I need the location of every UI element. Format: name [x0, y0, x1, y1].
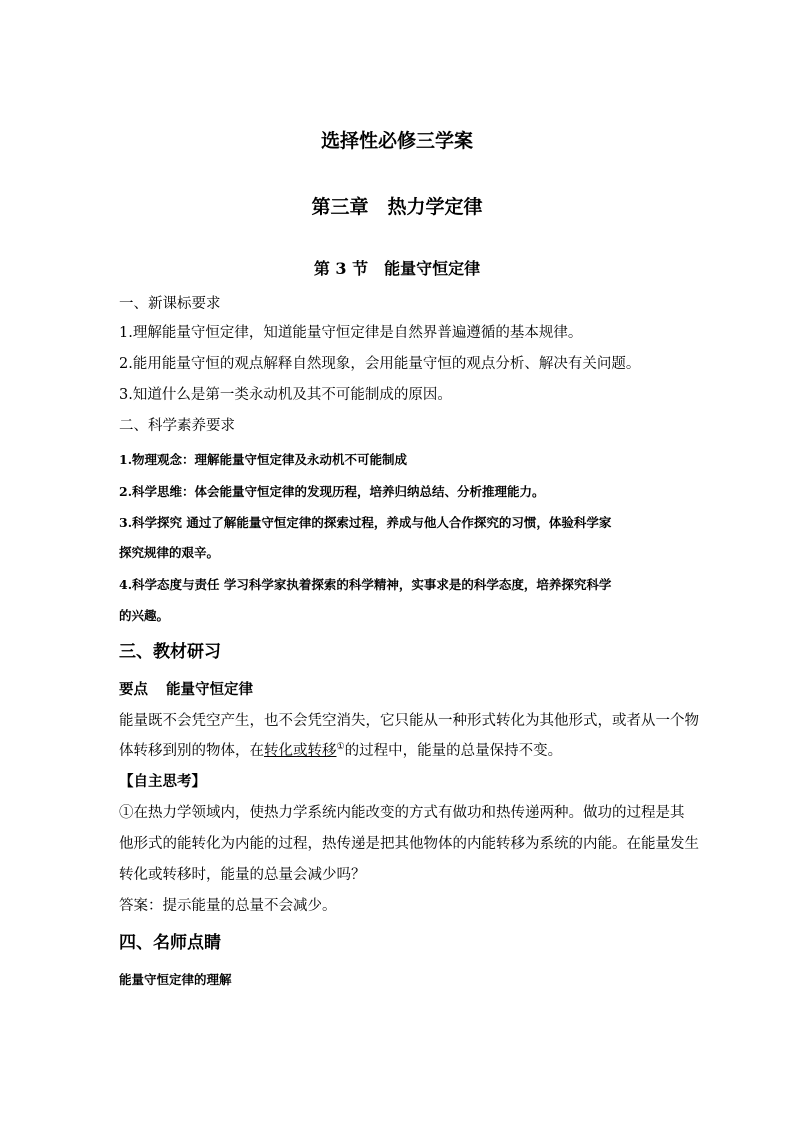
sec3-point-label: 要点: [119, 681, 148, 698]
chapter-title: 第三章 热力学定律: [311, 196, 483, 218]
sec3-para-line-1: 能量既不会凭空产生，也不会凭空消失，它只能从一种形式转化为其他形式，或者从一个物: [119, 713, 699, 729]
answer-line: 答案：提示能量的总量不会减少。: [119, 898, 337, 914]
think-line-1: ①在热力学领域内，使热力学系统内能改变的方式有做功和热传递两种。做功的过程是其: [119, 805, 685, 821]
sec3-para-underlined: 转化或转移: [264, 743, 337, 759]
sec1-item-2: 2.能用能量守恒的观点解释自然现象，会用能量守恒的观点分析、解决有关问题。: [119, 356, 641, 372]
doc-title: 选择性必修三学案: [320, 130, 473, 152]
sec3-para-post: 的过程中，能量的总量保持不变。: [344, 743, 563, 759]
think-line-2: 他形式的能转化为内能的过程，热传递是把其他物体的内能转移为系统的内能。在能量发生: [119, 836, 699, 852]
sec2-item-4: 4.科学态度与责任 学习科学家执着探索的科学精神，实事求是的科学态度，培养探究科学: [119, 577, 612, 592]
sec2-item-3-cont: 探究规律的艰辛。: [119, 545, 220, 560]
sec2-item-4-cont: 的兴趣。: [119, 608, 170, 623]
sec2-item-1: 1.物理观念：理解能量守恒定律及永动机不可能制成: [119, 452, 408, 467]
think-line-3: 转化或转移时，能量的总量会减少吗？: [119, 867, 366, 883]
sec3-para-line-2: [119, 741, 675, 761]
sec4-subheading: 能量守恒定律的理解: [119, 972, 232, 987]
footnote-mark: ①: [336, 742, 345, 753]
sec2-heading: 二、科学素养要求: [119, 418, 235, 434]
sec3-para-pre: 体转移到别的物体，在: [119, 743, 264, 759]
sec2-item-2: 2.科学思维：体会能量守恒定律的发现历程，培养归纳总结、分析推理能力。: [119, 484, 545, 499]
think-heading: 【自主思考】: [119, 773, 206, 790]
sec2-item-3: 3.科学探究 通过了解能量守恒定律的探索过程，养成与他人合作探究的习惯，体验科学家: [119, 515, 612, 530]
sec1-item-1: 1.理解能量守恒定律，知道能量守恒定律是自然界普遍遵循的基本规律。: [119, 325, 583, 341]
sec3-heading: 三、教材研习: [119, 642, 221, 662]
sec1-item-3: 3.知道什么是第一类永动机及其不可能制成的原因。: [119, 387, 452, 403]
sec3-point: [119, 680, 675, 700]
sec1-heading: 一、新课标要求: [119, 296, 221, 312]
sec4-heading: 四、名师点睛: [119, 933, 221, 953]
sec3-point-title: 能量守恒定律: [166, 681, 253, 698]
section-title: 第 3 节 能量守恒定律: [313, 259, 481, 278]
